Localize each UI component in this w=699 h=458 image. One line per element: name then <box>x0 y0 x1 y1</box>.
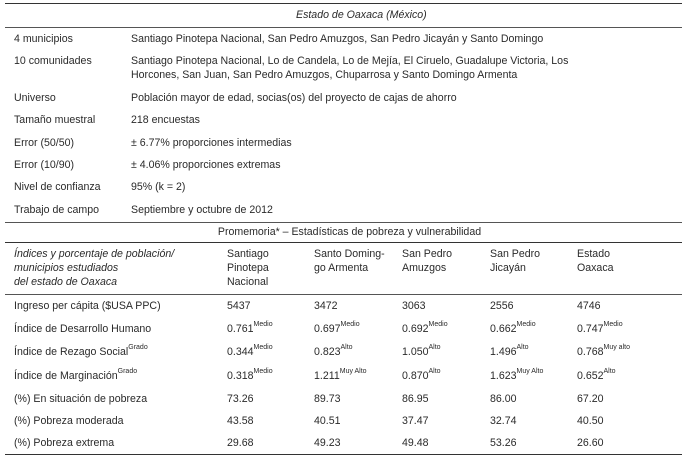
info-label: 4 municipios <box>14 33 73 45</box>
table-cell <box>227 346 273 358</box>
info-value: ± 4.06% proporciones extremas <box>131 159 281 171</box>
cell-grade: Medio <box>516 321 536 328</box>
bottom-rule <box>5 454 682 455</box>
cell-grade: Medio <box>253 368 273 375</box>
info-value: Santiago Pinotepa Nacional, San Pedro Amuzgos, San Pedro Jicayán y Santo Domingo <box>131 33 544 45</box>
info-value: 95% (k = 2) <box>131 181 186 193</box>
row-label-text: Ingreso per cápita ($USA PPC) <box>14 300 161 312</box>
table-cell <box>490 370 543 382</box>
col-header-line: go Armenta <box>314 262 369 274</box>
row-label <box>14 393 147 405</box>
cell-value: 1.050 <box>402 346 429 358</box>
info-value: ± 6.77% proporciones intermedias <box>131 137 292 149</box>
cell-value: 0.344 <box>227 346 254 358</box>
memo-rule <box>5 242 682 243</box>
table-cell <box>577 415 604 427</box>
table-cell <box>314 346 353 358</box>
table-cell <box>490 415 517 427</box>
cell-grade: Muy alto <box>603 344 630 351</box>
info-value: Población mayor de edad, socias(os) del proyecto de cajas de ahorro <box>131 92 457 104</box>
cell-value: 5437 <box>227 300 251 312</box>
row-label-sup: Grado <box>128 344 148 351</box>
table-cell <box>402 346 441 358</box>
cell-value: 0.747 <box>577 323 604 335</box>
cell-grade: Alto <box>428 368 441 375</box>
cell-value: 3063 <box>402 300 426 312</box>
cell-grade: Alto <box>516 344 529 351</box>
first-col-header-line: del estado de Oaxaca <box>14 276 118 288</box>
row-label-text: (%) En situación de pobreza <box>14 393 148 405</box>
row-label <box>14 415 124 427</box>
cell-value: 86.00 <box>490 393 517 405</box>
cell-value: 3472 <box>314 300 338 312</box>
cell-grade: Medio <box>253 344 273 351</box>
row-label <box>14 346 148 358</box>
info-label: Error (10/90) <box>14 159 75 171</box>
cell-value: 49.23 <box>314 437 341 449</box>
table-cell <box>227 370 273 382</box>
info-value-line: Santiago Pinotepa Nacional, Lo de Candela, Lo de Mejía, El Ciruelo, Guadalupe Victoria, Los <box>131 55 569 67</box>
cell-grade: Muy Alto <box>516 368 544 375</box>
table-cell <box>314 393 341 405</box>
table-cell <box>490 393 517 405</box>
row-label <box>14 323 151 335</box>
row-label-text: (%) Pobreza extrema <box>14 437 115 449</box>
cell-value: 0.662 <box>490 323 517 335</box>
cell-value: 89.73 <box>314 393 341 405</box>
cell-value: 0.761 <box>227 323 254 335</box>
cell-value: 53.26 <box>490 437 517 449</box>
table-cell <box>402 300 426 312</box>
table-cell <box>490 300 514 312</box>
header-rule <box>5 294 682 295</box>
table-cell <box>490 346 529 358</box>
cell-grade: Alto <box>428 344 441 351</box>
cell-value: 86.95 <box>402 393 429 405</box>
cell-value: 1.211 <box>314 370 340 382</box>
cell-value: 67.20 <box>577 393 604 405</box>
memo-title: Promemoria* – Estadísticas de pobreza y vulnerabilidad <box>217 226 482 238</box>
table-cell <box>227 323 273 335</box>
col-header-line: San Pedro <box>490 248 541 260</box>
table-cell <box>402 370 441 382</box>
table-cell <box>227 437 254 449</box>
table-cell <box>577 300 601 312</box>
cell-value: 0.870 <box>402 370 429 382</box>
cell-value: 0.652 <box>577 370 604 382</box>
table-cell <box>402 393 429 405</box>
cell-grade: Alto <box>340 344 353 351</box>
cell-grade: Medio <box>253 321 273 328</box>
info-value: 218 encuestas <box>131 114 200 126</box>
top-rule <box>5 3 682 4</box>
table-cell <box>402 323 448 335</box>
cell-grade: Alto <box>603 368 616 375</box>
col-header-line: Oaxaca <box>577 262 614 274</box>
cell-value: 32.74 <box>490 415 517 427</box>
row-label-text: Índice de Rezago Social <box>14 346 129 358</box>
info-value-line: Horcones, San Juan, San Pedro Amuzgos, Chuparrosa y Santo Domingo Armenta <box>131 69 518 81</box>
row-label-text: Índice de Marginación <box>14 370 118 382</box>
cell-value: 26.60 <box>577 437 604 449</box>
first-col-header-line: municipios estudiados <box>14 262 119 274</box>
table-cell <box>227 415 254 427</box>
cell-value: 29.68 <box>227 437 254 449</box>
info-label: Universo <box>14 92 56 104</box>
table-cell <box>577 346 630 358</box>
cell-value: 4746 <box>577 300 601 312</box>
info-label: Tamaño muestral <box>14 114 96 126</box>
cell-value: 37.47 <box>402 415 429 427</box>
col-header-line: Estado <box>577 248 610 260</box>
cell-value: 49.48 <box>402 437 429 449</box>
info-label: Nivel de confianza <box>14 181 101 193</box>
cell-value: 0.697 <box>314 323 341 335</box>
col-header-line: Amuzgos <box>402 262 447 274</box>
row-label-sup: Grado <box>117 368 138 375</box>
table-cell <box>227 300 251 312</box>
cell-value: 2556 <box>490 300 514 312</box>
memo-top-rule <box>5 222 682 223</box>
cell-value: 1.623 <box>490 370 517 382</box>
row-label <box>14 300 161 312</box>
col-header-line: Pinotepa <box>227 262 269 274</box>
table-cell <box>314 370 367 382</box>
cell-grade: Muy Alto <box>339 368 367 375</box>
cell-value: 43.58 <box>227 415 254 427</box>
cell-value: 0.823 <box>314 346 341 358</box>
table-cell <box>577 437 604 449</box>
table-cell <box>314 437 341 449</box>
col-header-line: Jicayán <box>490 262 526 274</box>
cell-value: 1.496 <box>490 346 517 358</box>
info-label: Trabajo de campo <box>14 204 99 216</box>
col-header-line: Nacional <box>227 276 269 288</box>
table-cell <box>402 437 429 449</box>
first-col-header-line: Índices y porcentaje de población/ <box>14 248 175 260</box>
cell-value: 73.26 <box>227 393 254 405</box>
table-cell <box>577 323 623 335</box>
col-header-line: Santo Doming- <box>314 248 385 260</box>
cell-value: 40.50 <box>577 415 604 427</box>
table-cell <box>577 393 604 405</box>
table-cell <box>490 323 536 335</box>
cell-grade: Medio <box>428 321 448 328</box>
row-label-text: Índice de Desarrollo Humano <box>14 323 152 335</box>
info-label: Error (50/50) <box>14 137 75 149</box>
table-cell <box>577 370 616 382</box>
col-header-line: Santiago <box>227 248 269 260</box>
cell-value: 40.51 <box>314 415 341 427</box>
info-value: Septiembre y octubre de 2012 <box>131 204 273 216</box>
table-cell <box>227 393 254 405</box>
table-cell <box>314 323 360 335</box>
row-label <box>14 370 137 382</box>
table-cell <box>314 415 341 427</box>
row-label <box>14 437 114 449</box>
info-label: 10 comunidades <box>14 55 92 67</box>
row-label-text: (%) Pobreza moderada <box>14 415 124 427</box>
cell-value: 0.318 <box>227 370 254 382</box>
cell-value: 0.692 <box>402 323 429 335</box>
cell-value: 0.768 <box>577 346 604 358</box>
col-header-line: San Pedro <box>402 248 453 260</box>
table-cell <box>490 437 517 449</box>
table-cell <box>314 300 338 312</box>
cell-grade: Medio <box>603 321 623 328</box>
table-cell <box>402 415 429 427</box>
cell-grade: Medio <box>340 321 360 328</box>
table-title: Estado de Oaxaca (México) <box>296 9 427 21</box>
title-rule <box>5 27 682 28</box>
